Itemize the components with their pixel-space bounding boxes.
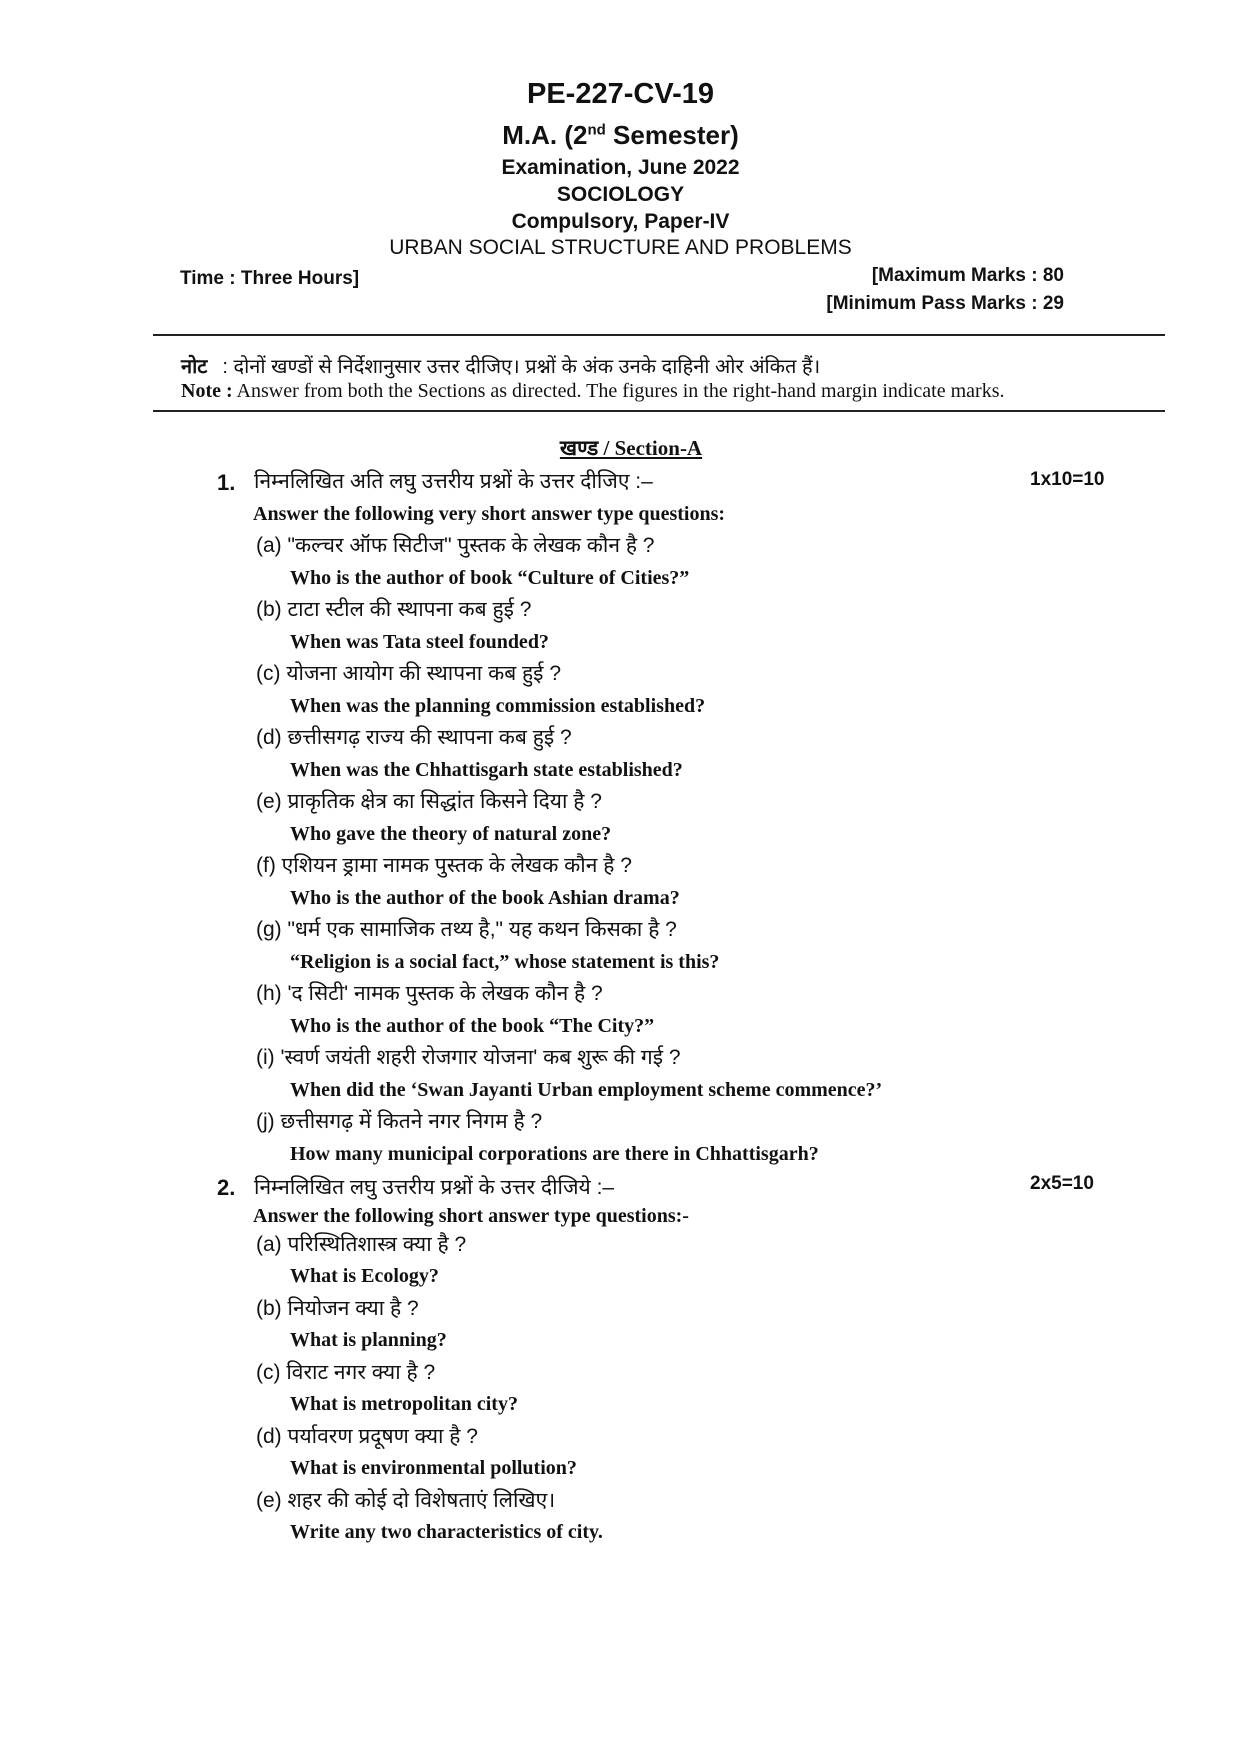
subquestion-english: When was Tata steel founded? (290, 631, 549, 653)
subquestion-hindi (256, 1358, 435, 1386)
question-marks: 2x5=10 (1030, 1173, 1094, 1194)
subquestion-label: (g) (256, 918, 282, 941)
subquestion-text: टाटा स्टील की स्थापना कब हुई ? (287, 598, 532, 621)
subquestion-english: Who is the author of the book “The City?” (290, 1015, 655, 1037)
question-hindi: निम्नलिखित लघु उत्तरीय प्रश्नों के उत्तर दीजिये :– (254, 1176, 615, 1199)
maximum-marks: [Maximum Marks : 80 (871, 265, 1064, 286)
subquestion-label: (a) (256, 1233, 282, 1256)
subquestion-text: "धर्म एक सामाजिक तथ्य है," यह कथन किसका है ? (287, 918, 677, 941)
subquestion-label: (b) (256, 598, 282, 621)
subquestion-label: (h) (256, 982, 282, 1005)
subquestion-label: (f) (256, 854, 276, 877)
subquestion-english: Who is the author of book “Culture of Cities?” (290, 567, 690, 589)
subquestion-text: प्राकृतिक क्षेत्र का सिद्धांत किसने दिया है ? (287, 790, 602, 813)
subquestion-hindi (256, 723, 572, 751)
degree-suffix: Semester) (605, 120, 739, 150)
subquestion-english: When did the ‘Swan Jayanti Urban employment scheme commence?’ (290, 1079, 883, 1101)
degree-prefix: M.A. (2 (502, 120, 588, 150)
bottom-divider (153, 410, 1165, 412)
subquestion-text: "कल्चर ऑफ सिटीज" पुस्तक के लेखक कौन है ? (287, 534, 655, 557)
question-number: 2. (217, 1175, 236, 1200)
subquestion-text: शहर की कोई दो विशेषताएं लिखिए। (287, 1489, 556, 1512)
subquestion-hindi (256, 915, 677, 943)
subquestion-label: (b) (256, 1297, 282, 1320)
subquestion-text: विराट नगर क्या है ? (286, 1361, 436, 1384)
note-hindi-text: : दोनों खण्डों से निर्देशानुसार उत्तर दीजिए। प्रश्नों के अंक उनके दाहिनी ओर अंकित हैं। (222, 356, 821, 378)
subquestion-hindi (256, 531, 655, 559)
subquestion-english: “Religion is a social fact,” whose statement is this? (290, 951, 720, 973)
subquestion-text: 'स्वर्ण जयंती शहरी रोजगार योजना' कब शुरू की गई ? (280, 1046, 681, 1069)
subquestion-label: (a) (256, 534, 282, 557)
minimum-pass-marks: [Minimum Pass Marks : 29 (826, 293, 1064, 314)
subquestion-text: छत्तीसगढ़ में कितने नगर निगम है ? (280, 1110, 543, 1133)
subquestion-label: (d) (256, 726, 282, 749)
subquestion-hindi (256, 1107, 542, 1135)
degree-title (0, 120, 1241, 151)
paper-title: URBAN SOCIAL STRUCTURE AND PROBLEMS (389, 236, 852, 259)
subquestion-label: (e) (256, 1489, 282, 1512)
subquestion-label: (c) (256, 1361, 281, 1384)
subquestion-text: 'द सिटी' नामक पुस्तक के लेखक कौन है ? (287, 982, 603, 1005)
subquestion-label: (e) (256, 790, 282, 813)
subquestion-hindi (256, 1486, 555, 1514)
subquestion-hindi (256, 787, 602, 815)
subquestion-english: How many municipal corporations are there in Chhattisgarh? (290, 1143, 819, 1165)
subquestion-label: (d) (256, 1425, 282, 1448)
subquestion-label: (i) (256, 1046, 275, 1069)
subquestion-hindi (256, 659, 561, 687)
question-hindi: निम्नलिखित अति लघु उत्तरीय प्रश्नों के उत्तर दीजिए :– (254, 470, 653, 493)
subquestion-hindi (256, 595, 531, 623)
subquestion-english: Who gave the theory of natural zone? (290, 823, 612, 845)
subquestion-hindi (256, 1043, 681, 1071)
note-hindi-label: नोट (181, 356, 208, 378)
subquestion-label: (j) (256, 1110, 275, 1133)
subquestion-hindi (256, 851, 632, 879)
subquestion-english: When was the planning commission established? (290, 695, 706, 717)
question-english: Answer the following short answer type questions:- (253, 1205, 689, 1227)
subquestion-text: नियोजन क्या है ? (287, 1297, 419, 1320)
subquestion-text: योजना आयोग की स्थापना कब हुई ? (286, 662, 562, 685)
subquestion-english: What is environmental pollution? (290, 1457, 577, 1479)
subquestion-english: When was the Chhattisgarh state established? (290, 759, 683, 781)
subquestion-english: What is planning? (290, 1329, 447, 1351)
exam-session: Examination, June 2022 (501, 156, 740, 179)
subquestion-english: Write any two characteristics of city. (290, 1521, 603, 1543)
subquestion-english: What is metropolitan city? (290, 1393, 518, 1415)
subquestion-text: छत्तीसगढ़ राज्य की स्थापना कब हुई ? (287, 726, 572, 749)
subject-name: SOCIOLOGY (556, 183, 685, 206)
subquestion-label: (c) (256, 662, 281, 685)
subquestion-text: परिस्थितिशास्त्र क्या है ? (287, 1233, 467, 1256)
time-allowed: Time : Three Hours] (180, 268, 360, 289)
subquestion-text: पर्यावरण प्रदूषण क्या है ? (287, 1425, 478, 1448)
subquestion-english: Who is the author of the book Ashian drama? (290, 887, 680, 909)
paper-number: Compulsory, Paper-IV (511, 210, 730, 233)
paper-code: PE-227-CV-19 (527, 78, 714, 110)
subquestion-text: एशियन ड्रामा नामक पुस्तक के लेखक कौन है ? (281, 854, 632, 877)
section-title: खण्ड / Section-A (559, 436, 703, 460)
subquestion-hindi (256, 1230, 466, 1258)
note-english-text: Answer from both the Sections as directed. The figures in the right-hand margin indicate marks. (236, 380, 1005, 402)
subquestion-hindi (256, 1422, 478, 1450)
subquestion-hindi (256, 979, 603, 1007)
question-marks: 1x10=10 (1030, 469, 1105, 490)
degree-ordinal-suffix: nd (587, 121, 606, 139)
subquestion-english: What is Ecology? (290, 1265, 439, 1287)
note-english (181, 380, 1005, 403)
question-number: 1. (217, 470, 236, 495)
question-english: Answer the following very short answer type questions: (253, 503, 726, 525)
note-english-label: Note : (181, 380, 233, 402)
subquestion-hindi (256, 1294, 419, 1322)
note-hindi (181, 352, 820, 379)
section-heading (0, 434, 1241, 462)
top-divider (153, 334, 1165, 336)
